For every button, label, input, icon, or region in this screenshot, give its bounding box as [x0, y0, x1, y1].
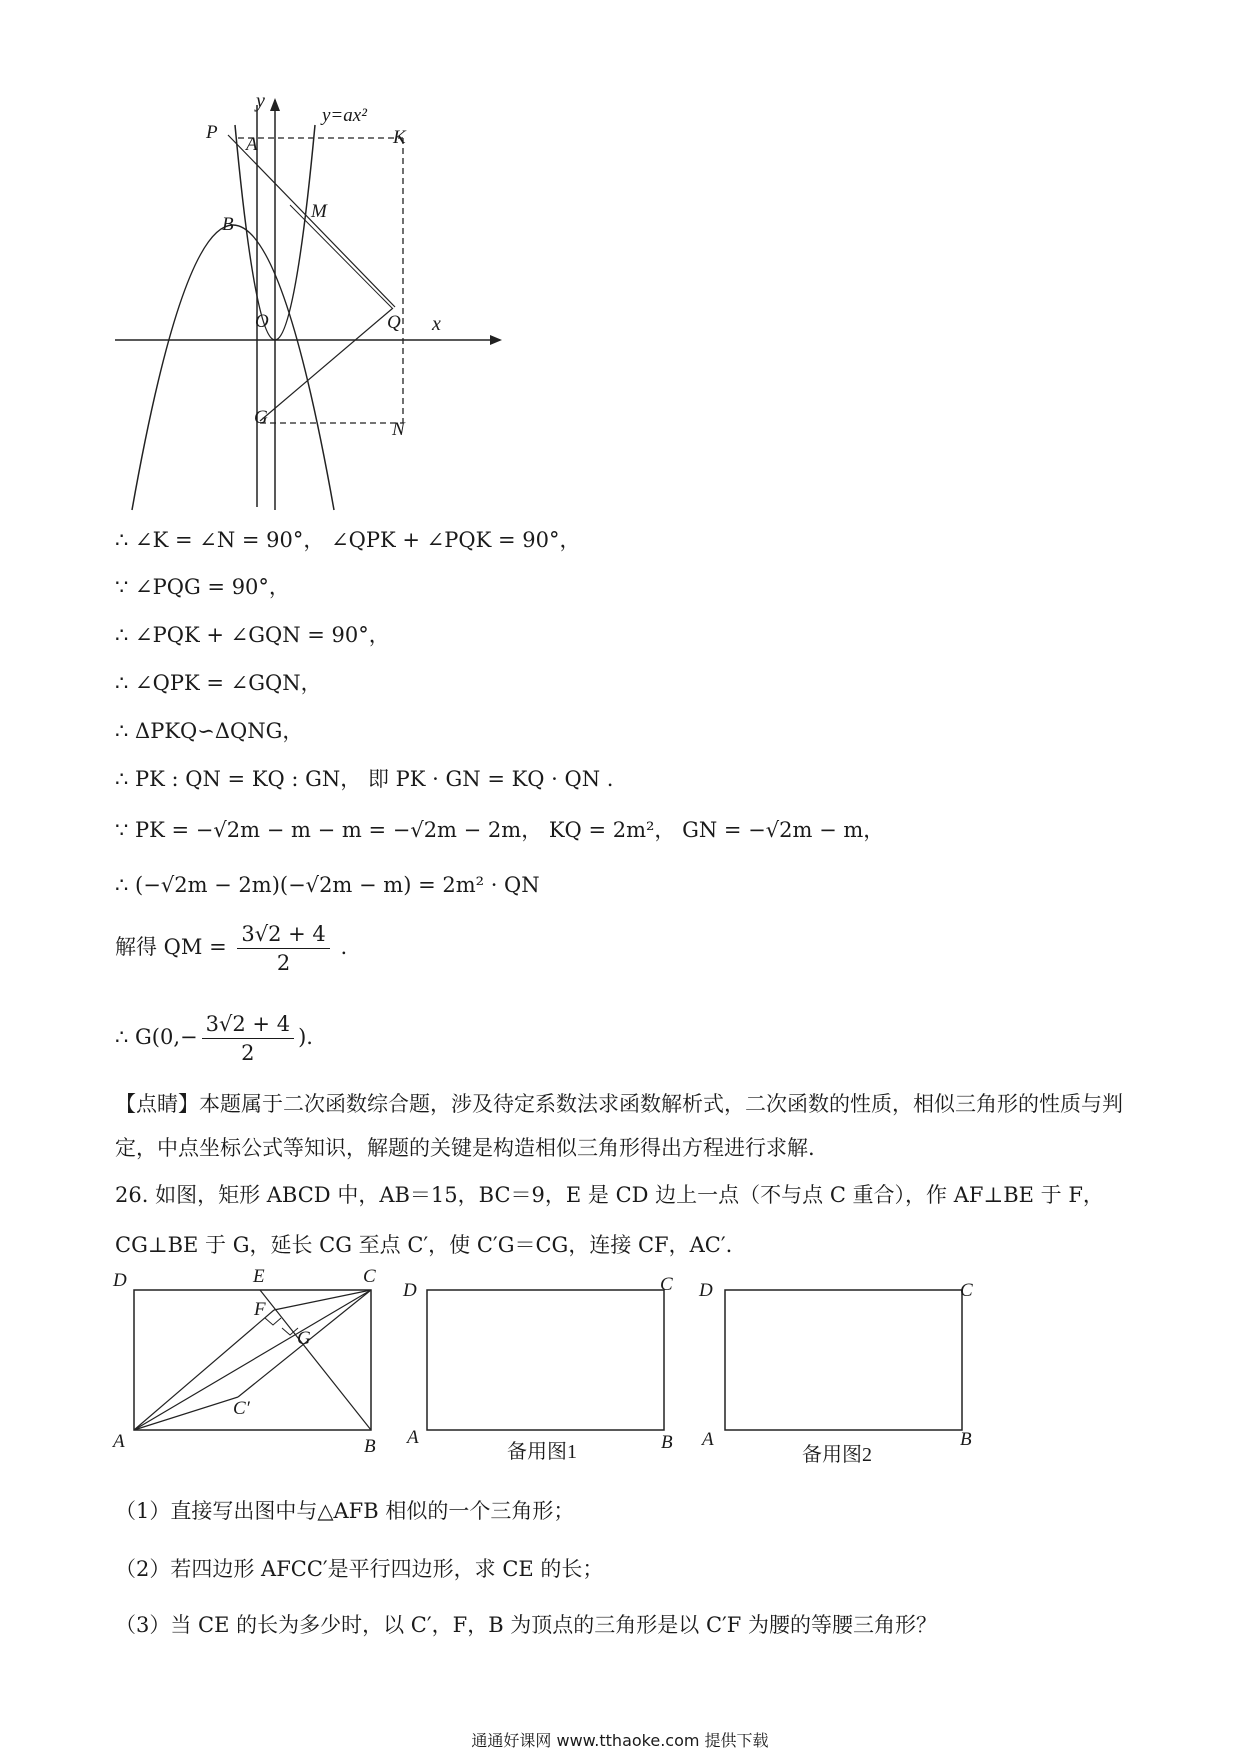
- question-3: （3）当 CE 的长为多少时，以 C′，F，B 为顶点的三角形是以 C′F 为腰的等腰三角形？: [115, 1613, 938, 1637]
- segment-ac: [134, 1290, 371, 1430]
- spare1-caption: 备用图1: [507, 1441, 577, 1463]
- segment-cf: [274, 1290, 371, 1310]
- spare2-label-a: A: [702, 1429, 714, 1450]
- label-n: N: [392, 419, 405, 440]
- y-axis-arrow: [270, 98, 280, 111]
- label-e: E: [253, 1266, 265, 1287]
- segment-af: [134, 1310, 274, 1430]
- solve-qm-line: [115, 920, 347, 977]
- solution-line-3: ∴ ∠PQK + ∠GQN = 90°，: [115, 623, 390, 647]
- label-b: B: [364, 1436, 376, 1452]
- spare2-label-d: D: [699, 1280, 713, 1301]
- solve-numerator: 3√2 + 4: [237, 920, 329, 949]
- label-d: D: [113, 1270, 127, 1291]
- g-numerator: 3√2 + 4: [202, 1010, 294, 1039]
- solution-line-1: ∴ ∠K = ∠N = 90°， ∠QPK + ∠PQK = 90°，: [115, 528, 581, 552]
- rectangle-main-figure: [110, 1262, 400, 1452]
- label-k: K: [393, 127, 406, 148]
- spare-figure-1: [395, 1268, 685, 1468]
- spare2-caption: 备用图2: [802, 1444, 872, 1466]
- g-suffix: ).: [298, 1025, 313, 1049]
- spare1-rect: [427, 1290, 664, 1430]
- label-o: O: [255, 311, 269, 332]
- label-c: C: [363, 1266, 376, 1287]
- spare1-label-d: D: [403, 1280, 417, 1301]
- spare-figure-2: [690, 1268, 980, 1468]
- parabola-graph-figure: [110, 95, 510, 515]
- label-b: B: [222, 214, 234, 235]
- segment-be: [260, 1290, 371, 1430]
- g-fraction: [202, 1010, 294, 1067]
- spare2-label-b: B: [960, 1429, 972, 1450]
- label-m: M: [311, 201, 327, 222]
- downward-parabola: [132, 225, 334, 510]
- spare2-rect: [725, 1290, 962, 1430]
- label-a: A: [246, 134, 258, 155]
- label-f: F: [254, 1299, 266, 1320]
- solve-fraction: [237, 920, 329, 977]
- label-p: P: [206, 122, 218, 143]
- spare1-label-b: B: [661, 1432, 673, 1453]
- segment-to-q: [290, 205, 392, 308]
- page-footer: 通通好课网 www.tthaoke.com 提供下载: [471, 1731, 769, 1750]
- solve-suffix: .: [340, 935, 348, 959]
- label-c-prime: C′: [233, 1398, 250, 1419]
- solve-prefix: 解得 QM =: [115, 935, 227, 959]
- label-g: G: [254, 407, 268, 428]
- solution-line-4: ∴ ∠QPK = ∠GQN，: [115, 671, 322, 695]
- solution-line-8: ∴ (−√2m − 2m)(−√2m − m) = 2m² · QN: [115, 873, 540, 897]
- x-axis-arrow: [490, 335, 502, 345]
- label-y-axis: y: [256, 95, 265, 112]
- solution-line-5: ∴ ΔPKQ∽ΔQNG，: [115, 719, 304, 743]
- label-a: A: [113, 1431, 125, 1452]
- label-curve: y=ax²: [322, 105, 367, 126]
- problem-26-text: 26. 如图，矩形 ABCD 中，AB＝15，BC＝9，E 是 CD 边上一点（不与点 C 重合），作 AF⊥BE 于 F，CG⊥BE 于 G，延长 CG 至点 C′，使 C′G＝CG，连接 CF，AC′.: [115, 1183, 1104, 1257]
- spare1-label-a: A: [407, 1427, 419, 1448]
- g-prefix: ∴ G(0,−: [115, 1025, 198, 1049]
- solution-line-7: ∵ PK = −√2m − m − m = −√2m − 2m， KQ = 2m²， GN = −√2m − m，: [115, 818, 885, 842]
- segment-ac-prime: [134, 1397, 238, 1430]
- question-1: （1）直接写出图中与△AFB 相似的一个三角形；: [115, 1499, 575, 1523]
- g-denominator: 2: [241, 1041, 255, 1065]
- label-g: G: [297, 1328, 311, 1349]
- label-q: Q: [387, 312, 401, 333]
- spare1-label-c: C: [660, 1274, 673, 1295]
- solve-denominator: 2: [276, 951, 291, 975]
- g-coordinate-line: [115, 1010, 313, 1067]
- right-angle-f: [265, 1318, 281, 1325]
- comment-paragraph: 【点睛】本题属于二次函数综合题，涉及待定系数法求函数解析式，二次函数的性质，相似三角形的性质与判定，中点坐标公式等知识，解题的关键是构造相似三角形得出方程进行求解.: [115, 1092, 1123, 1160]
- solution-line-6: ∴ PK : QN = KQ : GN， 即 PK · GN = KQ · QN .: [115, 767, 614, 791]
- label-x-axis: x: [432, 313, 441, 335]
- line-qg: [260, 308, 393, 421]
- question-2: （2）若四边形 AFCC′是平行四边形，求 CE 的长；: [115, 1557, 604, 1581]
- spare2-label-c: C: [960, 1280, 973, 1301]
- solution-line-2: ∵ ∠PQG = 90°，: [115, 575, 290, 599]
